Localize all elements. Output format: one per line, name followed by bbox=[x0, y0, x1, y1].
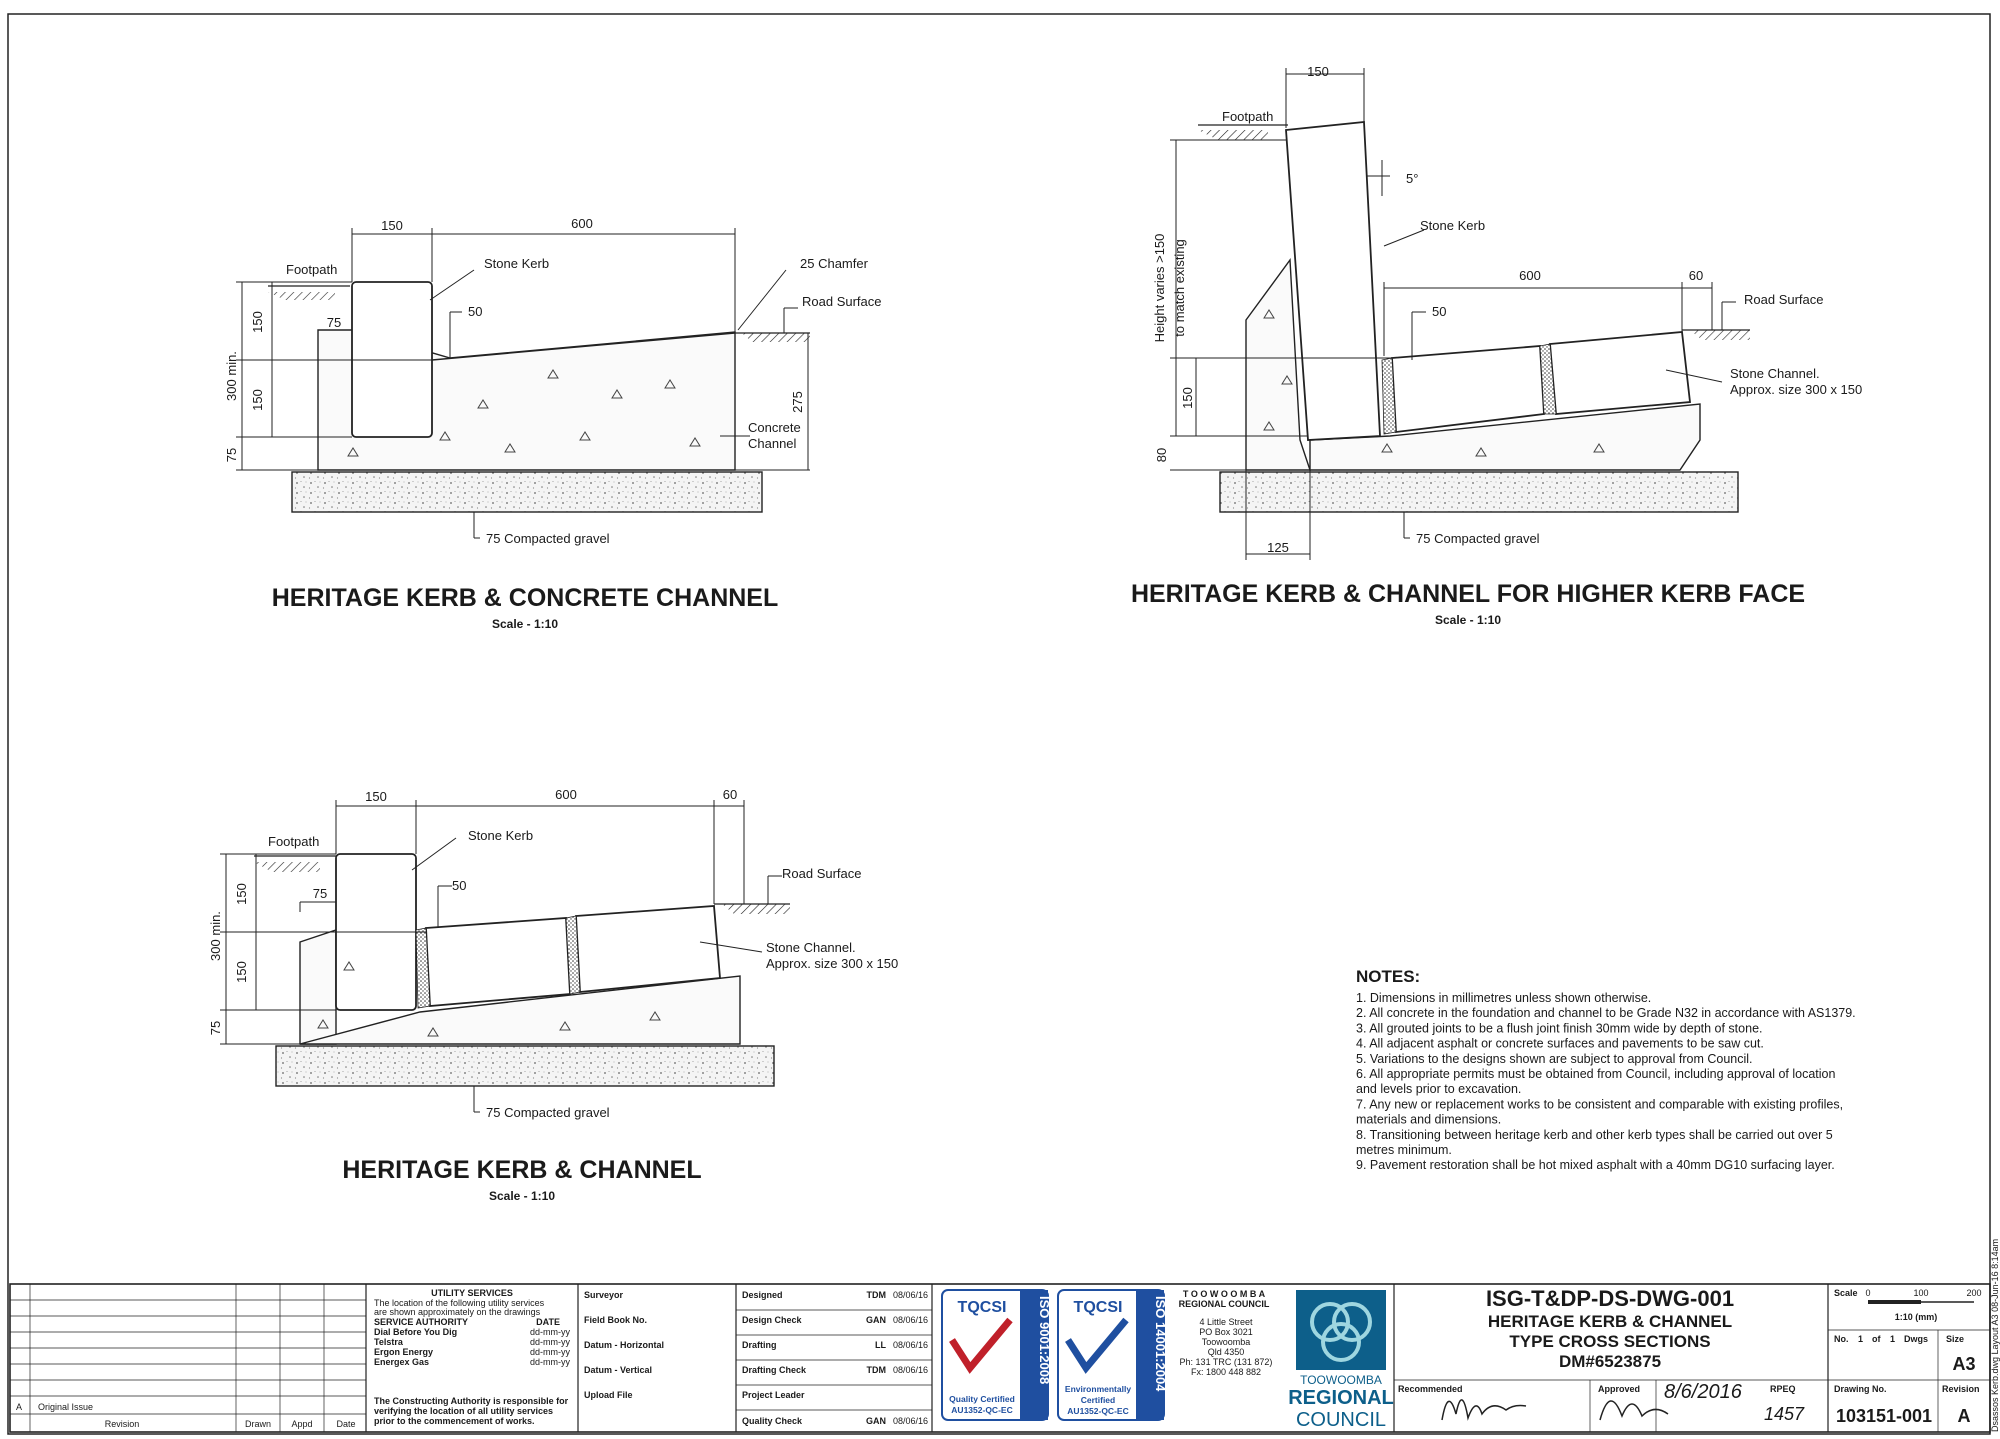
drawing-identification bbox=[1398, 1286, 1805, 1424]
label-concrete: Concrete bbox=[748, 420, 801, 435]
utility-col-authority: SERVICE AUTHORITY bbox=[374, 1317, 469, 1327]
dim-5-deg: 5° bbox=[1406, 171, 1419, 186]
label-to-match: to match existing bbox=[1172, 239, 1187, 337]
stone-channel-1 bbox=[426, 918, 570, 1006]
dim-150-upper: 150 bbox=[234, 883, 249, 905]
drawing-scale: Scale - 1:10 bbox=[491, 617, 559, 631]
utility-row-date: dd-mm-yy bbox=[530, 1357, 570, 1367]
dim-60: 60 bbox=[722, 787, 738, 802]
signature-recommended bbox=[1442, 1400, 1526, 1420]
revision-code: A bbox=[16, 1402, 23, 1412]
rpeq-number: 1457 bbox=[1764, 1404, 1805, 1424]
dim-50: 50 bbox=[1432, 304, 1447, 319]
recommended-label: Recommended bbox=[1398, 1384, 1463, 1394]
revision-value: A bbox=[1957, 1406, 1971, 1426]
note-item: 8. Transitioning between heritage kerb and other kerb types shall be carried out over 5 bbox=[1356, 1127, 1833, 1142]
design-date: 08/06/16 bbox=[892, 1315, 928, 1325]
drawing-code: ISG-T&DP-DS-DWG-001 bbox=[1485, 1286, 1735, 1311]
label-approx-size: Approx. size 300 x 150 bbox=[766, 956, 899, 971]
label-stone-channel: Stone Channel. bbox=[1730, 366, 1820, 381]
council-name-1: T O O W O O M B A bbox=[1182, 1289, 1266, 1299]
label-height-varies: Height varies >150 bbox=[1152, 233, 1167, 343]
scale-box bbox=[1834, 1288, 1982, 1426]
label-gravel: 75 Compacted gravel bbox=[486, 531, 610, 546]
label-approx-size: Approx. size 300 x 150 bbox=[1730, 382, 1863, 397]
survey-surveyor: Surveyor bbox=[584, 1290, 624, 1300]
header-date: Date bbox=[336, 1419, 356, 1429]
sheet-of: of bbox=[1872, 1334, 1881, 1344]
drawing-scale: Scale - 1:10 bbox=[488, 1189, 556, 1203]
notes-block bbox=[1356, 967, 1856, 1172]
stone-channel-1 bbox=[1392, 346, 1544, 432]
drawing-stone-channel bbox=[208, 787, 898, 1203]
dim-150-lower: 150 bbox=[234, 961, 249, 983]
label-gravel: 75 Compacted gravel bbox=[486, 1105, 610, 1120]
dim-150-vertical: 150 bbox=[1180, 387, 1195, 409]
design-label: Designed bbox=[742, 1290, 783, 1300]
utility-intro-1: The location of the following utility services bbox=[374, 1298, 545, 1308]
design-who: GAN bbox=[866, 1315, 886, 1325]
iso-9001: ISO 9001:2008 bbox=[1037, 1296, 1052, 1385]
dim-150-upper: 150 bbox=[250, 311, 265, 333]
council-logo-2: REGIONAL bbox=[1288, 1387, 1394, 1409]
utility-footer-1: The Constructing Authority is responsible for bbox=[374, 1396, 569, 1406]
drawing-dm-number: DM#6523875 bbox=[1558, 1352, 1662, 1371]
scale-label: Scale bbox=[1834, 1288, 1858, 1298]
label-stone-kerb: Stone Kerb bbox=[1420, 218, 1486, 233]
design-date: 08/06/16 bbox=[892, 1290, 928, 1300]
utility-footer-2: verifying the location of all utility services bbox=[374, 1406, 554, 1416]
drawing-title: HERITAGE KERB & CONCRETE CHANNEL bbox=[271, 584, 779, 612]
tqcsi-logo: TQCSI bbox=[957, 1299, 1007, 1316]
scale-tick: 0 bbox=[1865, 1288, 1871, 1298]
council-address: PO Box 3021 bbox=[1199, 1327, 1253, 1337]
note-item: 2. All concrete in the foundation and channel to be Grade N32 in accordance with AS1379. bbox=[1356, 1006, 1856, 1021]
sheet-no-label: No. bbox=[1834, 1334, 1849, 1344]
design-date: 08/06/16 bbox=[892, 1365, 928, 1375]
iso-14001: ISO 14001:2004 bbox=[1153, 1296, 1168, 1392]
stone-channel-2 bbox=[1550, 332, 1690, 414]
header-drawn: Drawn bbox=[244, 1419, 272, 1429]
label-gravel: 75 Compacted gravel bbox=[1416, 531, 1540, 546]
size-label: Size bbox=[1946, 1334, 1965, 1344]
label-stone-kerb: Stone Kerb bbox=[484, 256, 550, 271]
dim-600: 600 bbox=[571, 216, 593, 231]
note-item: 5. Variations to the designs shown are subject to approval from Council. bbox=[1356, 1051, 1753, 1066]
file-side-note: Dsassos Kerb.dwg Layout A3 08-Jun-16 8:14am bbox=[1990, 1238, 2000, 1432]
compacted-gravel bbox=[1220, 472, 1738, 512]
label-footpath: Footpath bbox=[268, 834, 320, 849]
signature-approved bbox=[1600, 1401, 1668, 1420]
cert2-line3: AU1352-QC-EC bbox=[1067, 1406, 1129, 1416]
revision-desc: Original Issue bbox=[38, 1402, 94, 1412]
dim-150: 150 bbox=[1307, 64, 1329, 79]
compacted-gravel bbox=[292, 472, 762, 512]
design-who: TDM bbox=[866, 1290, 886, 1300]
council-address: Qld 4350 bbox=[1207, 1347, 1245, 1357]
council-logo-3: COUNCIL bbox=[1295, 1409, 1387, 1431]
utility-heading: UTILITY SERVICES bbox=[431, 1288, 513, 1298]
utility-row-date: dd-mm-yy bbox=[530, 1327, 570, 1337]
dim-125: 125 bbox=[1267, 540, 1289, 555]
compacted-gravel bbox=[276, 1046, 774, 1086]
drawing-title: HERITAGE KERB & CHANNEL FOR HIGHER KERB FACE bbox=[1130, 580, 1806, 608]
note-item: 3. All grouted joints to be a flush joint finish 30mm wide by depth of stone. bbox=[1356, 1021, 1763, 1036]
utility-row-name: Ergon Energy bbox=[374, 1347, 434, 1357]
sheet-size: A3 bbox=[1952, 1354, 1976, 1374]
council-address: Fx: 1800 448 882 bbox=[1190, 1367, 1262, 1377]
note-item: materials and dimensions. bbox=[1356, 1112, 1502, 1127]
label-channel: Channel bbox=[748, 436, 797, 451]
council-address: Toowoomba bbox=[1201, 1337, 1251, 1347]
utility-row-date: dd-mm-yy bbox=[530, 1337, 570, 1347]
dim-60: 60 bbox=[1688, 268, 1704, 283]
label-footpath: Footpath bbox=[1222, 109, 1274, 124]
council-address: 4 Little Street bbox=[1199, 1317, 1253, 1327]
drawing-title: HERITAGE KERB & CHANNEL bbox=[342, 1156, 702, 1184]
sheet-no: 1 bbox=[1858, 1334, 1864, 1344]
dim-150: 150 bbox=[381, 218, 403, 233]
label-footpath: Footpath bbox=[286, 262, 338, 277]
certification-iso14001 bbox=[1058, 1290, 1168, 1420]
label-stone-channel: Stone Channel. bbox=[766, 940, 856, 955]
drawing-name-2: TYPE CROSS SECTIONS bbox=[1509, 1332, 1711, 1351]
design-label: Design Check bbox=[742, 1315, 802, 1325]
design-who: TDM bbox=[866, 1365, 886, 1375]
approved-label: Approved bbox=[1598, 1384, 1641, 1394]
label-road-surface: Road Surface bbox=[782, 866, 862, 881]
utility-footer-3: prior to the commencement of works. bbox=[374, 1416, 535, 1426]
dim-75-base: 75 bbox=[224, 447, 239, 463]
survey-field-book: Field Book No. bbox=[584, 1315, 647, 1325]
scale-tick: 100 bbox=[1913, 1288, 1929, 1298]
cert1-line2: AU1352-QC-EC bbox=[951, 1405, 1013, 1415]
utility-row-name: Dial Before You Dig bbox=[374, 1327, 458, 1337]
utility-services bbox=[374, 1288, 570, 1426]
survey-upload-file: Upload File bbox=[584, 1390, 633, 1400]
sheet-total: 1 bbox=[1890, 1334, 1896, 1344]
cert2-line2: Certified bbox=[1080, 1395, 1116, 1405]
design-label: Drafting bbox=[742, 1340, 777, 1350]
drawing-higher-kerb bbox=[1131, 64, 1862, 627]
dim-275: 275 bbox=[790, 391, 805, 413]
sheet-dwgs: Dwgs bbox=[1904, 1334, 1929, 1344]
drawing-name-1: HERITAGE KERB & CHANNEL bbox=[1487, 1312, 1733, 1331]
council-address: Ph: 131 TRC (131 872) bbox=[1179, 1357, 1273, 1367]
stone-channel-2 bbox=[576, 906, 720, 992]
stone-kerb bbox=[1286, 122, 1380, 440]
note-item: 1. Dimensions in millimetres unless shown otherwise. bbox=[1356, 991, 1652, 1005]
scale-ratio: 1:10 (mm) bbox=[1894, 1312, 1938, 1322]
dim-150: 150 bbox=[365, 789, 387, 804]
utility-row-date: dd-mm-yy bbox=[530, 1347, 570, 1357]
design-label: Quality Check bbox=[742, 1416, 803, 1426]
scale-tick: 200 bbox=[1966, 1288, 1982, 1298]
design-who: LL bbox=[875, 1340, 886, 1350]
council-logo-1: TOOWOOMBA bbox=[1300, 1373, 1382, 1387]
dim-150-lower: 150 bbox=[250, 389, 265, 411]
cert1-line1: Quality Certified bbox=[949, 1394, 1015, 1404]
dim-50: 50 bbox=[468, 304, 483, 319]
certification-iso9001 bbox=[942, 1290, 1052, 1420]
label-chamfer: 25 Chamfer bbox=[800, 256, 868, 271]
note-item: and levels prior to excavation. bbox=[1356, 1082, 1522, 1097]
dim-300-min: 300 min. bbox=[224, 351, 239, 401]
design-date: 08/06/16 bbox=[892, 1340, 928, 1350]
note-item: 4. All adjacent asphalt or concrete surfaces and pavements to be saw cut. bbox=[1356, 1036, 1764, 1051]
dim-75: 75 bbox=[326, 315, 342, 330]
design-label: Project Leader bbox=[742, 1390, 805, 1400]
label-road-surface: Road Surface bbox=[1744, 292, 1824, 307]
design-who: GAN bbox=[866, 1416, 886, 1426]
sheet-border bbox=[8, 14, 1990, 1434]
cert2-line1: Environmentally bbox=[1064, 1384, 1132, 1394]
dim-300-min: 300 min. bbox=[208, 911, 223, 961]
scale-bar bbox=[1868, 1300, 1921, 1304]
note-item: 7. Any new or replacement works to be consistent and comparable with existing profiles, bbox=[1356, 1097, 1844, 1112]
dim-75: 75 bbox=[312, 886, 328, 901]
drawing-scale: Scale - 1:10 bbox=[1434, 613, 1502, 627]
utility-intro-2: are shown approximately on the drawings bbox=[374, 1307, 541, 1317]
design-signoff bbox=[742, 1290, 928, 1426]
design-label: Drafting Check bbox=[742, 1365, 807, 1375]
drawing-concrete-channel bbox=[224, 216, 882, 631]
utility-col-date: DATE bbox=[536, 1317, 560, 1327]
notes-heading: NOTES: bbox=[1356, 967, 1421, 986]
dim-50: 50 bbox=[452, 878, 467, 893]
revision-table bbox=[16, 1402, 356, 1429]
survey-datum-v: Datum - Vertical bbox=[584, 1365, 653, 1375]
dim-75-base: 75 bbox=[208, 1020, 223, 1036]
header-revision: Revision bbox=[104, 1419, 140, 1429]
drawing-no-label: Drawing No. bbox=[1834, 1384, 1887, 1394]
council-block bbox=[1179, 1289, 1394, 1431]
dim-600: 600 bbox=[1519, 268, 1541, 283]
utility-row-name: Telstra bbox=[374, 1337, 403, 1347]
design-date: 08/06/16 bbox=[892, 1416, 928, 1426]
label-stone-kerb: Stone Kerb bbox=[468, 828, 534, 843]
revision-label: Revision bbox=[1942, 1384, 1980, 1394]
tqcsi-logo: TQCSI bbox=[1073, 1299, 1123, 1316]
survey-datum-h: Datum - Horizontal bbox=[584, 1340, 664, 1350]
utility-row-name: Energex Gas bbox=[374, 1357, 430, 1367]
header-appd: Appd bbox=[291, 1419, 313, 1429]
approved-date: 8/6/2016 bbox=[1664, 1381, 1742, 1403]
rpeq-label: RPEQ bbox=[1770, 1384, 1796, 1394]
survey-fields bbox=[584, 1290, 664, 1400]
dim-600: 600 bbox=[555, 787, 577, 802]
note-item: 6. All appropriate permits must be obtained from Council, including approval of location bbox=[1356, 1067, 1836, 1081]
note-item: 9. Pavement restoration shall be hot mixed asphalt with a 40mm DG10 surfacing layer. bbox=[1356, 1158, 1835, 1173]
drawing-no: 103151-001 bbox=[1835, 1406, 1933, 1426]
note-item: metres minimum. bbox=[1356, 1143, 1452, 1157]
dim-80: 80 bbox=[1154, 447, 1169, 463]
label-road-surface: Road Surface bbox=[802, 294, 882, 309]
council-name-2: REGIONAL COUNCIL bbox=[1178, 1299, 1270, 1309]
